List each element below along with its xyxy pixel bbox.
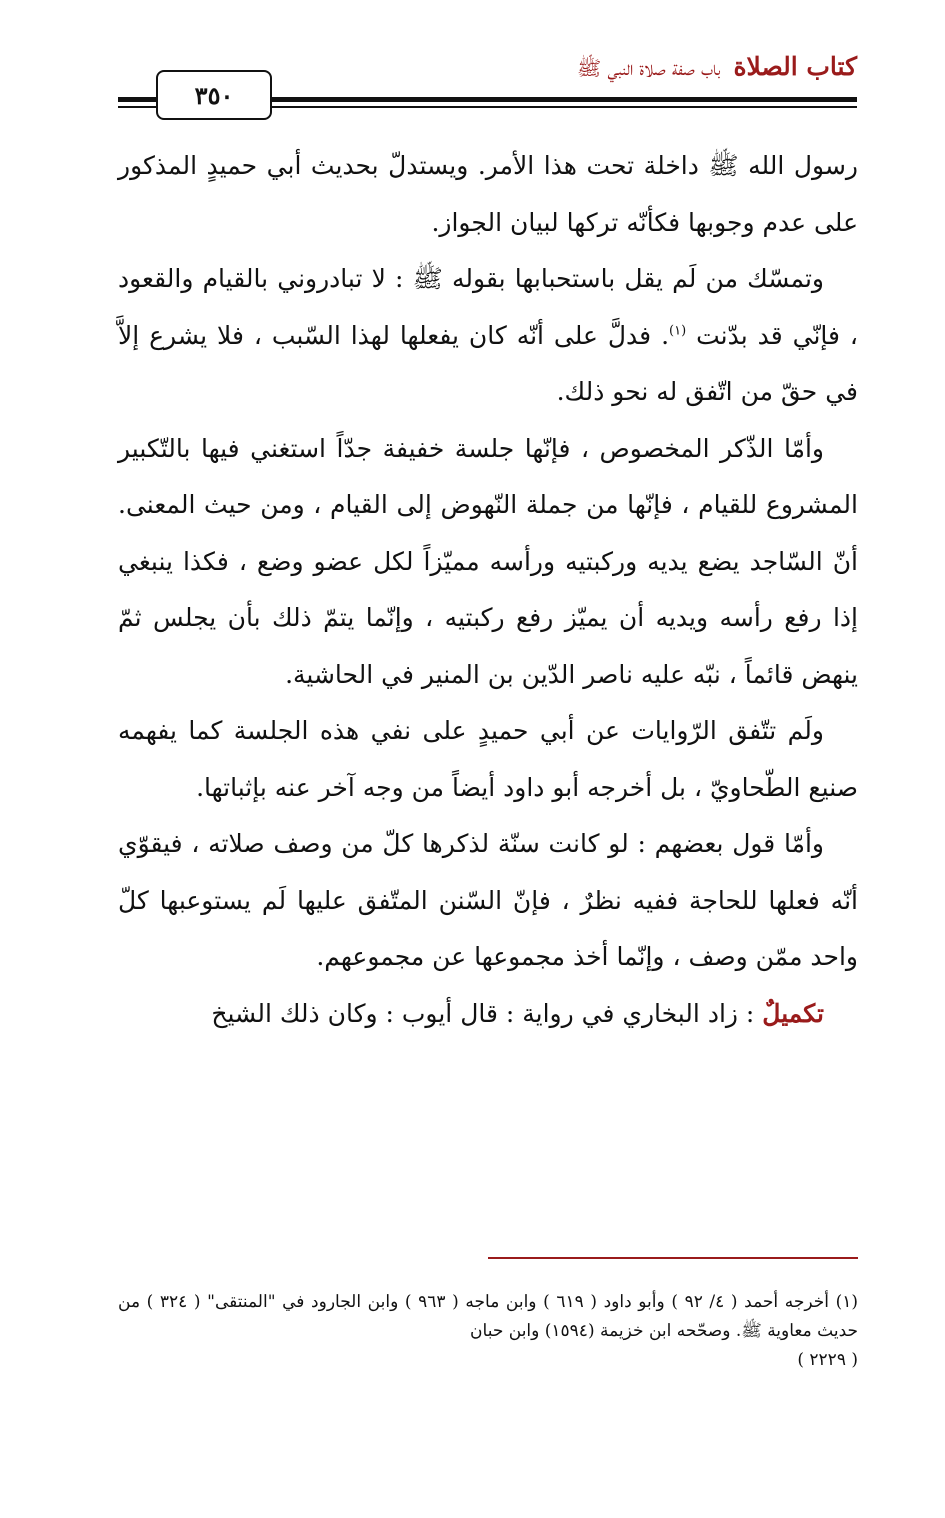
page-number-box xyxy=(156,70,272,120)
footnotes xyxy=(118,1288,858,1375)
page-number: ٣٥٠ xyxy=(194,80,234,110)
paragraph-6 xyxy=(118,986,858,1043)
footnote-marker[interactable]: (١) xyxy=(669,323,687,339)
paragraph-3: وأمّا الذّكر المخصوص ، فإنّها جلسة خفيفة جدّاً استغني فيها بالتّكبير المشروع للقيام ، فإنّها من جملة النّهوض إلى القيام ، ومن حيث المعنى. أنّ السّاجد يضع يديه وركبتيه ورأسه مميّزاً لكل عضو وضع ، فكذا ينبغي إذا رفع رأسه ويديه أن يميّز رفع ركبتيه ، وإنّما يتمّ ذلك بأن يجلس ثمّ ينهض قائماً ، نبّه عليه ناصر الدّين بن المنير في الحاشية. xyxy=(118,433,858,689)
completion-text: : زاد البخاري في رواية : قال أيوب : وكان ذلك الشيخ xyxy=(211,998,763,1028)
main-text xyxy=(118,138,858,1042)
book-title: كتاب الصلاة xyxy=(733,52,857,81)
running-header xyxy=(577,52,857,85)
paragraph-4: ولَم تتّفق الرّوايات عن أبي حميدٍ على نفي هذه الجلسة كما يفهمه صنيع الطّحاويّ ، بل أخرجه أبو داود أيضاً من وجه آخر عنه بإثباتها. xyxy=(118,716,858,802)
paragraph-5: وأمّا قول بعضهم : لو كانت سنّة لذكرها كلّ من وصف صلاته ، فيقوّي أنّه فعلها للحاجة ففيه نظرٌ ، فإنّ السّنن المتّفق عليها لَم يستوعبها كلّ واحد ممّن وصف ، وإنّما أخذ مجموعها عن مجموعهم. xyxy=(118,829,858,971)
paragraph-2-text: وتمسّك من لَم يقل باستحبابها بقوله ﷺ : لا تبادروني بالقيام والقعود ، فإنّي قد بدّنت xyxy=(118,264,858,350)
paragraph-1: رسول الله ﷺ داخلة تحت هذا الأمر. ويستدلّ بحديث أبي حميدٍ المذكور على عدم وجوبها فكأنّه تركها لبيان الجواز. xyxy=(118,151,858,237)
completion-label: تكميلٌ xyxy=(762,998,824,1028)
footnote-1: (١) أخرجه أحمد ( ٤/ ٩٢ ) وأبو داود ( ٦١٩ ) وابن ماجه ( ٩٦٣ ) وابن الجارود في "المنتقى" ( ٣٢٤ ) من حديث معاوية ﷺ. وصحّحه ابن خزيمة (١٥٩٤) وابن حبان xyxy=(118,1292,858,1341)
paragraph-2-tail: . فدلَّ على أنّه كان يفعلها لهذا السّبب ، فلا يشرع إلاَّ في حقّ من اتّفق له نحو ذلك. xyxy=(118,320,858,406)
footnote-1-continuation: ( ٢٢٢٩ ) xyxy=(797,1350,858,1370)
footnote-separator xyxy=(488,1257,858,1259)
chapter-title: باب صفة صلاة النبي ﷺ xyxy=(577,56,721,80)
paragraph-2 xyxy=(118,251,858,421)
